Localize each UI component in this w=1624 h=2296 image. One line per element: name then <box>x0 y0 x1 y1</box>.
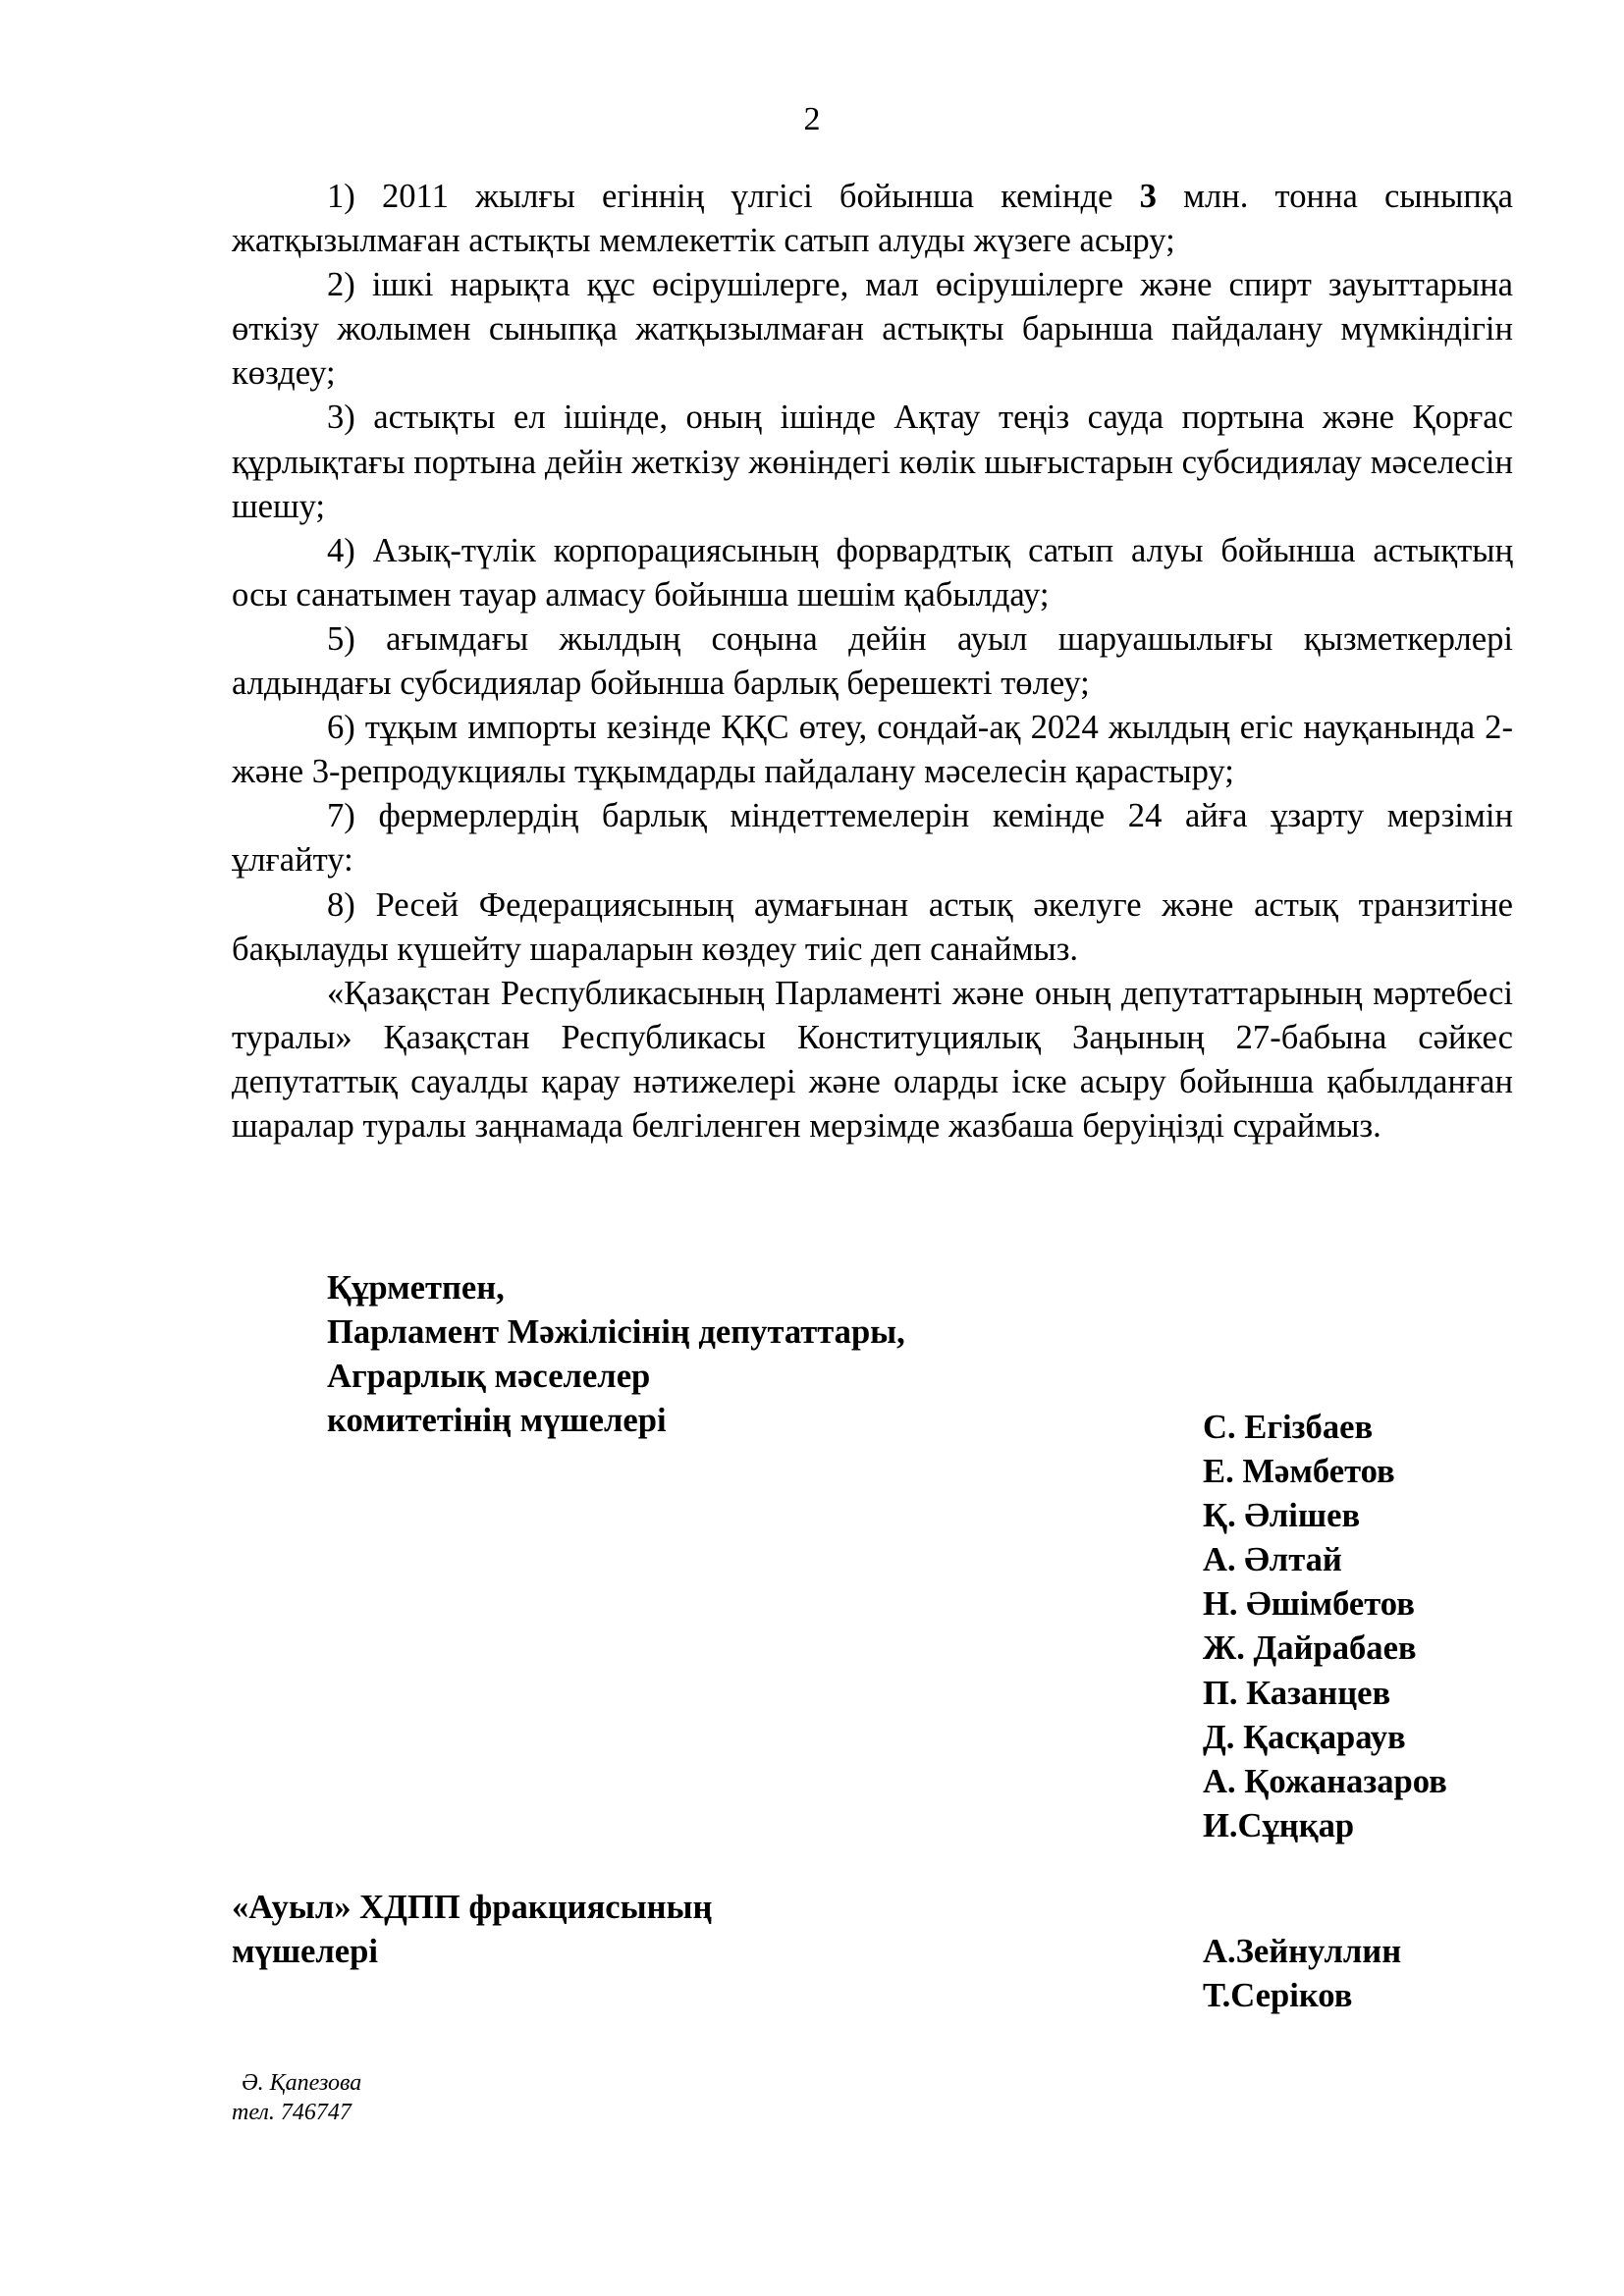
signatory-name: С. Егізбаев <box>1203 1409 1374 1446</box>
contact-block <box>232 2068 361 2127</box>
faction-line: мүшелері <box>232 1933 378 1971</box>
closing-block <box>327 1266 905 1443</box>
signatory-name: Н. Әшімбетов <box>1203 1585 1415 1624</box>
signatory-name: Т.Серіков <box>1203 1977 1353 2015</box>
item-1-text-end: млн. тонна сыныпқа жатқызылмаған астықты мемлекеттік сатып алуды жүзеге асыру; <box>232 178 1514 260</box>
faction-block <box>232 1886 712 1974</box>
signatory-name: Ж. Дайрабаев <box>1203 1629 1417 1668</box>
signatory-name: А. Әлтай <box>1203 1541 1342 1579</box>
closing-line: Құрметпен, <box>327 1269 505 1307</box>
contact-phone: тел. 746747 <box>232 2100 352 2125</box>
signatory-name: И.Сұңқар <box>1203 1806 1355 1844</box>
faction-line: «Ауыл» ХДПП фракциясының <box>232 1889 713 1926</box>
committee-signatories <box>1203 1406 1447 1848</box>
signatory-name: Е. Мәмбетов <box>1203 1453 1395 1491</box>
item-1 <box>232 175 1513 263</box>
signatory-name: А. Қожаназаров <box>1203 1762 1447 1800</box>
letter-body <box>232 175 1513 1148</box>
page-number: 2 <box>803 101 821 137</box>
item-6: 6) тұқым импорты кезінде ҚҚС өтеу, сондай-ақ 2024 жылдың егіс науқанында 2- және 3-репродукциялы тұқымдарды пайдалану мәселесін қарастыру; <box>232 709 1513 791</box>
contact-name: Ә. Қапезова <box>242 2070 362 2096</box>
item-1-bold-amount: 3 <box>1139 178 1157 215</box>
request-paragraph: «Қазақстан Республикасының Парламенті және оның депутаттарының мәртебесі туралы» Қазақстан Республикасы Конституциялық Заңының 27-бабына сәйкес депутаттық сауалды қарау нәтижелері және оларды іске асыру бойынша қабылданған шаралар туралы заңнамада белгіленген мерзімде жазбаша беруіңізді сұраймыз. <box>232 974 1513 1145</box>
signatory-name: Қ. Әлішев <box>1203 1497 1361 1535</box>
signatory-name: Д. Қасқараув <box>1203 1718 1406 1756</box>
faction-signatories <box>1203 1930 1401 2018</box>
item-7: 7) фермерлердің барлық міндеттемелерін кемінде 24 айға ұзарту мерзімін ұлғайту: <box>232 797 1513 880</box>
item-3: 3) астықты ел ішінде, оның ішінде Ақтау теңіз сауда портына және Қорғас құрлықтағы портына дейін жеткізу жөніндегі көлік шығыстарын субсидиялау мәселесін шешу; <box>232 399 1513 525</box>
closing-line: Парламент Мәжілісінің депутаттары, <box>327 1313 905 1352</box>
item-8: 8) Ресей Федерациясының аумағынан астық әкелуге және астық транзитіне бақылауды күшейту шараларын көздеу тиіс деп санаймыз. <box>232 885 1513 968</box>
item-2: 2) ішкі нарықта құс өсірушілерге, мал өсірушілерге және спирт зауыттарына өткізу жолымен сыныпқа жатқызылмаған астықты барынша пайдалану мүмкіндігін көздеу; <box>232 266 1513 393</box>
signatory-name: А.Зейнуллин <box>1203 1933 1402 1970</box>
signatory-name: П. Казанцев <box>1203 1674 1391 1712</box>
closing-line: комитетінің мүшелері <box>327 1402 667 1440</box>
item-4: 4) Азық-түлік корпорациясының форвардтық сатып алуы бойынша астықтың осы санатымен тауар алмасу бойынша шешім қабылдау; <box>232 531 1513 614</box>
closing-line: Аграрлық мәселелер <box>327 1358 651 1396</box>
item-1-text-start: 1) 2011 жылғы егіннің үлгісі бойынша кемінде <box>327 178 1140 215</box>
item-5: 5) ағымдағы жылдың соңына дейін ауыл шаруашылығы қызметкерлері алдындағы субсидиялар бойынша барлық берешекті төлеу; <box>232 619 1513 703</box>
